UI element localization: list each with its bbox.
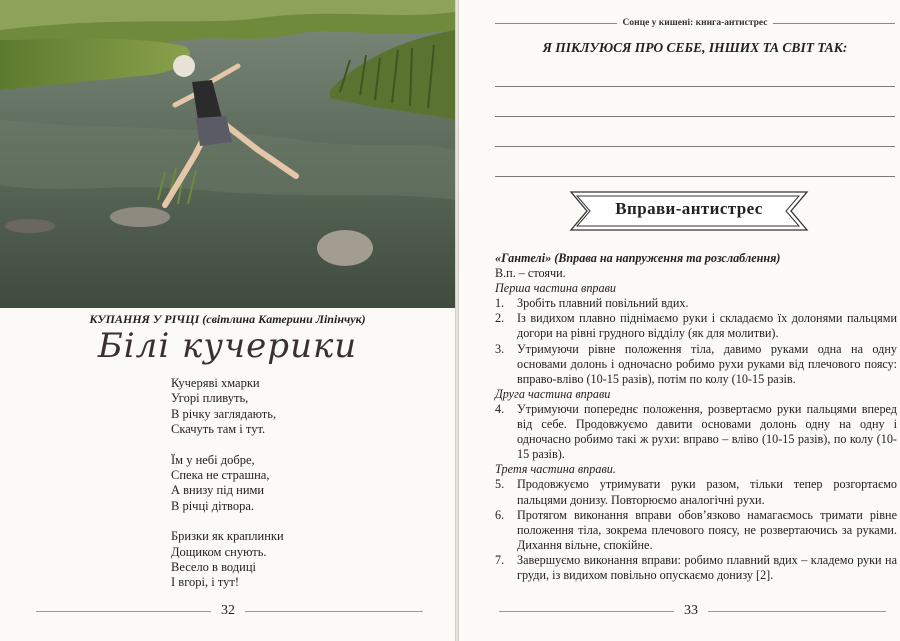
exercise-step bbox=[495, 311, 897, 341]
exercise-title: «Гантелі» (Вправа на напруження та розслаблення) bbox=[495, 251, 781, 265]
writing-line bbox=[495, 176, 895, 177]
poem-line: І вгорі, і тут! bbox=[171, 575, 239, 590]
right-footer bbox=[499, 603, 886, 619]
poem bbox=[171, 376, 371, 606]
step-text: Із видихом плавно піднімаємо руки і складаємо їх долонями пальцями догори на рівні грудного відділу (як для молитви). bbox=[517, 311, 897, 341]
page-number-right: 33 bbox=[684, 603, 698, 618]
poem-line: Скачуть там і тут. bbox=[171, 422, 266, 437]
exercise-step bbox=[495, 402, 897, 462]
poem-line: Угорі пливуть, bbox=[171, 391, 249, 406]
running-header-text: Сонце у кишені: книга-антистрес bbox=[622, 18, 768, 28]
step-number: 6. bbox=[495, 507, 505, 522]
poem-line: Їм у небі добре, bbox=[171, 452, 255, 467]
step-number: 3. bbox=[495, 341, 505, 356]
poem-line: Весело в водиці bbox=[171, 560, 257, 575]
exercise-text bbox=[495, 251, 897, 583]
step-text: Завершуємо виконання вправи: робимо плавний вдих – кладемо руки на груди, із видихом повільно опускаємо донизу [2]. bbox=[517, 552, 897, 582]
page-number-left: 32 bbox=[221, 603, 235, 618]
poem-title: Білі кучерики bbox=[97, 326, 358, 366]
step-text: Протягом виконання вправи обов’язково намагаємось тримати рівне положення тіла, зокрема плечового поясу, не розвертаючись за руками. Дихання вільне, спокійне. bbox=[517, 507, 897, 552]
poem-line: Дощиком снують. bbox=[171, 544, 267, 559]
poem-line: А внизу під ними bbox=[171, 483, 265, 498]
poem-line: Бризки як краплинки bbox=[171, 529, 284, 544]
step-text: Зробіть плавний повільний вдих. bbox=[517, 296, 689, 311]
footer-rule bbox=[708, 611, 886, 612]
poem-stanza bbox=[171, 376, 371, 438]
poem-line: В річці дітвора. bbox=[171, 498, 255, 513]
exercise-step bbox=[495, 477, 897, 507]
river-photo bbox=[0, 0, 455, 308]
part-heading: Друга частина вправи bbox=[495, 386, 611, 401]
part-heading: Третя частина вправи. bbox=[495, 462, 616, 477]
step-text: Утримуючи попереднє положення, розвертаємо руки пальцями вперед від себе. Продовжуємо давити основами долонь одну на одну і одночасно робимо такі ж рухи: вправо – вліво (10-15 разів), по колу (10-15 разів). bbox=[517, 401, 897, 462]
banner-title: Вправи-антистрес bbox=[615, 199, 763, 218]
exercise-step bbox=[495, 342, 897, 387]
exercise-step bbox=[495, 553, 897, 583]
photo-caption: КУПАННЯ У РІЧЦІ (світлина Катерини Ліпінчук) bbox=[89, 312, 366, 326]
step-number: 5. bbox=[495, 477, 505, 492]
step-number: 1. bbox=[495, 296, 505, 311]
step-text: Утримуючи рівне положення тіла, давимо руками одна на одну основами долонь і одночасно робимо рухи руками від плечового поясу: вправо-вліво (10-15 разів), потім по колу (10-15 разів. bbox=[517, 341, 897, 386]
exercise-step bbox=[495, 508, 897, 553]
step-number: 4. bbox=[495, 401, 505, 416]
step-number: 7. bbox=[495, 552, 505, 567]
header-rule bbox=[773, 23, 895, 24]
start-position: В.п. – стоячи. bbox=[495, 266, 566, 281]
header-rule bbox=[495, 23, 617, 24]
writing-line bbox=[495, 146, 895, 147]
left-footer bbox=[36, 603, 423, 619]
footer-rule bbox=[36, 611, 211, 612]
step-text: Продовжуємо утримувати руки разом, тільки тепер розгортаємо пальцями донизу. Повторюємо аналогічні рухи. bbox=[517, 477, 897, 507]
step-number: 2. bbox=[495, 311, 505, 326]
footer-rule bbox=[245, 611, 423, 612]
poem-line: В річку заглядають, bbox=[171, 406, 277, 421]
part-heading: Перша частина вправи bbox=[495, 281, 617, 296]
running-header bbox=[495, 18, 895, 28]
writing-line bbox=[495, 86, 895, 87]
poem-stanza bbox=[171, 453, 371, 515]
footer-rule bbox=[499, 611, 674, 612]
right-page bbox=[459, 0, 900, 641]
poem-line: Кучеряві хмарки bbox=[171, 376, 260, 390]
writing-line bbox=[495, 116, 895, 117]
exercise-step bbox=[495, 296, 897, 311]
poem-stanza bbox=[171, 529, 371, 591]
pledge-heading: Я ПІКЛУЮСЯ ПРО СЕБЕ, ІНШИХ ТА СВІТ ТАК: bbox=[542, 40, 848, 55]
poem-line: Спека не страшна, bbox=[171, 468, 270, 483]
